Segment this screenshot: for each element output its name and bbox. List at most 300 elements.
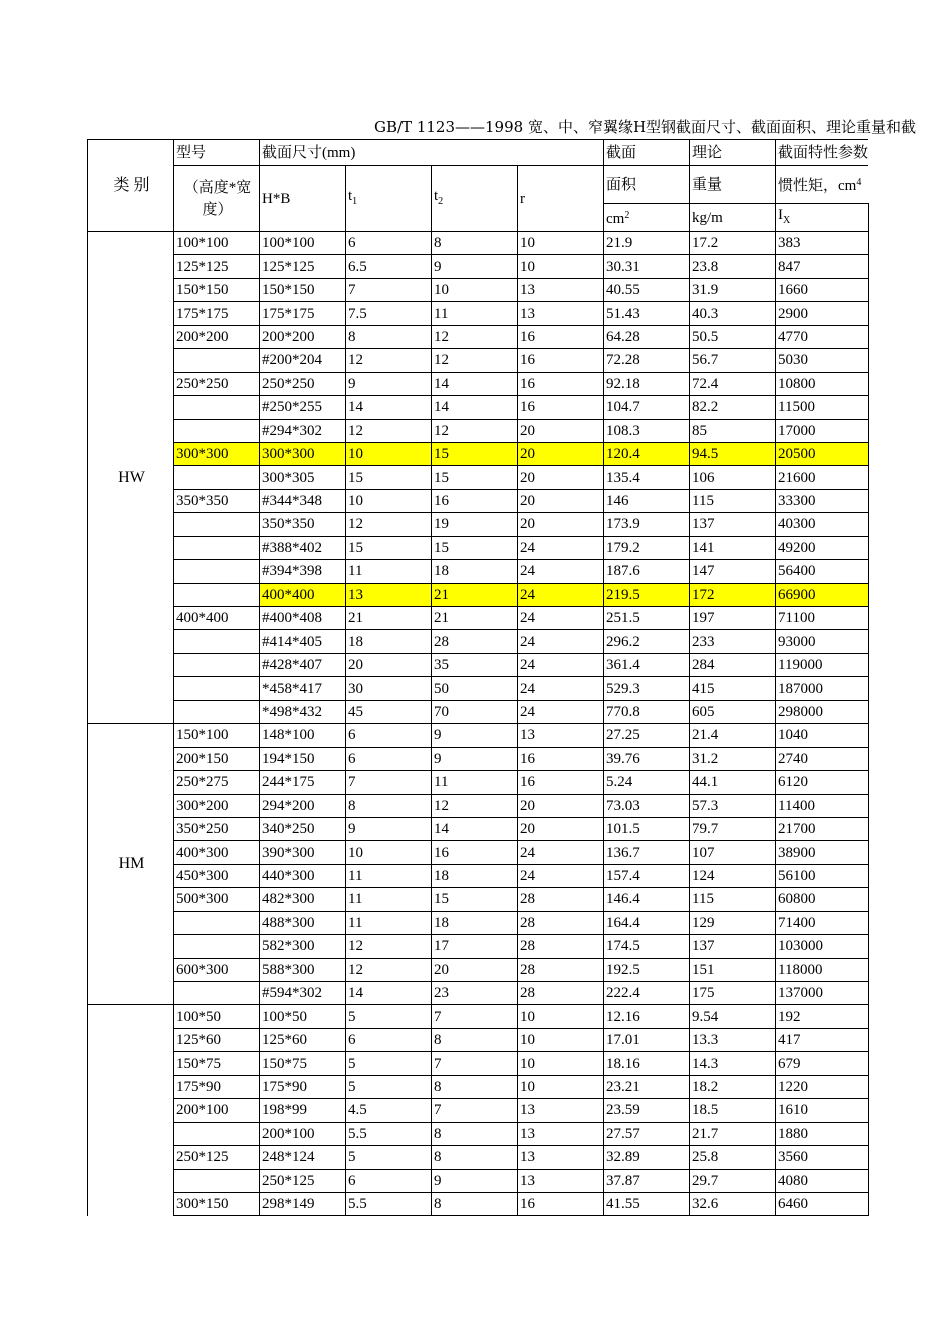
model-cell: 300*150 <box>174 1192 260 1215</box>
header-category: 类 别 <box>88 140 174 232</box>
hb-cell: #200*204 <box>260 349 346 372</box>
t1-cell: 15 <box>346 536 432 559</box>
hb-cell: 298*149 <box>260 1192 346 1215</box>
area-cell: 73.03 <box>604 794 690 817</box>
table-row <box>88 817 869 840</box>
hb-cell: 198*99 <box>260 1099 346 1122</box>
r-cell: 16 <box>518 771 604 794</box>
t2-cell: 8 <box>432 232 518 255</box>
weight-cell: 147 <box>690 560 776 583</box>
hb-cell: 150*150 <box>260 278 346 301</box>
ix-cell: 56100 <box>776 864 869 887</box>
ix-cell: 679 <box>776 1052 869 1075</box>
table-row <box>88 442 869 465</box>
area-cell: 72.28 <box>604 349 690 372</box>
h-beam-table <box>87 139 869 1216</box>
header-prop-1: 截面特性参数 <box>776 140 869 166</box>
t2-cell: 14 <box>432 817 518 840</box>
r-cell: 10 <box>518 1028 604 1051</box>
r-cell: 20 <box>518 513 604 536</box>
ix-cell: 192 <box>776 1005 869 1028</box>
t1-cell: 13 <box>346 583 432 606</box>
table-row <box>88 1122 869 1145</box>
r-cell: 16 <box>518 372 604 395</box>
weight-cell: 31.2 <box>690 747 776 770</box>
category-cell <box>88 1005 174 1216</box>
t2-cell: 11 <box>432 302 518 325</box>
t2-cell: 12 <box>432 419 518 442</box>
model-cell <box>174 513 260 536</box>
model-cell: 100*50 <box>174 1005 260 1028</box>
t1-cell: 5.5 <box>346 1192 432 1215</box>
table-row <box>88 489 869 512</box>
table-row <box>88 1028 869 1051</box>
table-row <box>88 630 869 653</box>
ix-cell: 40300 <box>776 513 869 536</box>
table-row <box>88 677 869 700</box>
r-cell: 10 <box>518 1075 604 1098</box>
weight-cell: 137 <box>690 935 776 958</box>
t2-cell: 18 <box>432 864 518 887</box>
table-row <box>88 536 869 559</box>
ix-cell: 137000 <box>776 982 869 1005</box>
area-cell: 41.55 <box>604 1192 690 1215</box>
table-row <box>88 771 869 794</box>
table-row <box>88 278 869 301</box>
area-cell: 219.5 <box>604 583 690 606</box>
t1-cell: 5 <box>346 1005 432 1028</box>
t2-cell: 9 <box>432 1169 518 1192</box>
header-prop-2 <box>776 166 869 204</box>
t1-cell: 14 <box>346 982 432 1005</box>
weight-cell: 233 <box>690 630 776 653</box>
weight-cell: 115 <box>690 888 776 911</box>
t1-cell: 12 <box>346 419 432 442</box>
t2-cell: 19 <box>432 513 518 536</box>
model-cell: 250*275 <box>174 771 260 794</box>
table-row <box>88 1192 869 1215</box>
table-row <box>88 1075 869 1098</box>
weight-cell: 9.54 <box>690 1005 776 1028</box>
header-prop-2-sup: 4 <box>856 177 862 188</box>
weight-cell: 29.7 <box>690 1169 776 1192</box>
r-cell: 28 <box>518 982 604 1005</box>
t2-cell: 9 <box>432 255 518 278</box>
ix-cell: 11400 <box>776 794 869 817</box>
header-area-unit-text: cm <box>606 211 625 227</box>
hb-cell: #594*302 <box>260 982 346 1005</box>
t2-cell: 7 <box>432 1005 518 1028</box>
ix-cell: 2740 <box>776 747 869 770</box>
header-ix <box>776 204 869 232</box>
hb-cell: 488*300 <box>260 911 346 934</box>
area-cell: 222.4 <box>604 982 690 1005</box>
table-body <box>88 232 869 1216</box>
ix-cell: 298000 <box>776 700 869 723</box>
area-cell: 27.25 <box>604 724 690 747</box>
header-t1 <box>346 166 432 232</box>
table-row <box>88 958 869 981</box>
area-cell: 529.3 <box>604 677 690 700</box>
hb-cell: *498*432 <box>260 700 346 723</box>
model-cell <box>174 396 260 419</box>
t2-cell: 12 <box>432 349 518 372</box>
area-cell: 164.4 <box>604 911 690 934</box>
ix-cell: 1040 <box>776 724 869 747</box>
table-row <box>88 841 869 864</box>
area-cell: 135.4 <box>604 466 690 489</box>
t2-cell: 23 <box>432 982 518 1005</box>
table-row <box>88 700 869 723</box>
table-row <box>88 560 869 583</box>
model-cell <box>174 349 260 372</box>
t2-cell: 14 <box>432 396 518 419</box>
weight-cell: 124 <box>690 864 776 887</box>
weight-cell: 23.8 <box>690 255 776 278</box>
area-cell: 5.24 <box>604 771 690 794</box>
r-cell: 24 <box>518 536 604 559</box>
weight-cell: 25.8 <box>690 1146 776 1169</box>
t2-cell: 7 <box>432 1052 518 1075</box>
ix-cell: 20500 <box>776 442 869 465</box>
table-row <box>88 1005 869 1028</box>
ix-cell: 33300 <box>776 489 869 512</box>
t1-cell: 5 <box>346 1146 432 1169</box>
t1-cell: 15 <box>346 466 432 489</box>
t2-cell: 8 <box>432 1192 518 1215</box>
ix-cell: 847 <box>776 255 869 278</box>
t1-cell: 5 <box>346 1075 432 1098</box>
area-cell: 770.8 <box>604 700 690 723</box>
t1-cell: 4.5 <box>346 1099 432 1122</box>
t2-cell: 17 <box>432 935 518 958</box>
header-section-size: 截面尺寸(mm) <box>260 140 604 166</box>
t1-cell: 6.5 <box>346 255 432 278</box>
hb-cell: #250*255 <box>260 396 346 419</box>
header-area-1: 截面 <box>604 140 690 166</box>
weight-cell: 72.4 <box>690 372 776 395</box>
model-cell: 350*350 <box>174 489 260 512</box>
model-cell: 200*100 <box>174 1099 260 1122</box>
hb-cell: 200*100 <box>260 1122 346 1145</box>
weight-cell: 94.5 <box>690 442 776 465</box>
t2-cell: 9 <box>432 747 518 770</box>
weight-cell: 56.7 <box>690 349 776 372</box>
area-cell: 104.7 <box>604 396 690 419</box>
ix-cell: 71100 <box>776 607 869 630</box>
t2-cell: 21 <box>432 583 518 606</box>
hb-cell: 125*60 <box>260 1028 346 1051</box>
area-cell: 92.18 <box>604 372 690 395</box>
hb-cell: 250*125 <box>260 1169 346 1192</box>
r-cell: 24 <box>518 677 604 700</box>
table-row <box>88 864 869 887</box>
t2-cell: 50 <box>432 677 518 700</box>
weight-cell: 284 <box>690 653 776 676</box>
t2-cell: 15 <box>432 536 518 559</box>
t1-cell: 8 <box>346 794 432 817</box>
ix-cell: 56400 <box>776 560 869 583</box>
table-row <box>88 794 869 817</box>
model-cell <box>174 466 260 489</box>
model-cell <box>174 700 260 723</box>
hb-cell: 200*200 <box>260 325 346 348</box>
hb-cell: 175*90 <box>260 1075 346 1098</box>
t1-cell: 7.5 <box>346 302 432 325</box>
header-model-sub: （高度*宽度） <box>174 166 260 232</box>
header-area-unit <box>604 204 690 232</box>
header-r: r <box>518 166 604 232</box>
hb-cell: 588*300 <box>260 958 346 981</box>
table-row <box>88 747 869 770</box>
t2-cell: 7 <box>432 1099 518 1122</box>
category-cell: HM <box>88 724 174 1005</box>
r-cell: 24 <box>518 841 604 864</box>
r-cell: 13 <box>518 1122 604 1145</box>
model-cell: 175*175 <box>174 302 260 325</box>
weight-cell: 197 <box>690 607 776 630</box>
area-cell: 251.5 <box>604 607 690 630</box>
table-row <box>88 396 869 419</box>
t2-cell: 8 <box>432 1028 518 1051</box>
model-cell: 400*300 <box>174 841 260 864</box>
t2-cell: 35 <box>432 653 518 676</box>
table-row <box>88 232 869 255</box>
r-cell: 16 <box>518 1192 604 1215</box>
model-cell: 250*250 <box>174 372 260 395</box>
r-cell: 16 <box>518 747 604 770</box>
t2-cell: 15 <box>432 888 518 911</box>
hb-cell: 100*100 <box>260 232 346 255</box>
model-cell <box>174 583 260 606</box>
hb-cell: #388*402 <box>260 536 346 559</box>
hb-cell: #344*348 <box>260 489 346 512</box>
hb-cell: 300*305 <box>260 466 346 489</box>
table-header <box>88 140 869 232</box>
t1-cell: 7 <box>346 771 432 794</box>
model-cell <box>174 630 260 653</box>
t1-cell: 9 <box>346 372 432 395</box>
ix-cell: 103000 <box>776 935 869 958</box>
model-cell <box>174 1169 260 1192</box>
model-cell: 500*300 <box>174 888 260 911</box>
model-cell: 150*75 <box>174 1052 260 1075</box>
t1-cell: 6 <box>346 724 432 747</box>
t2-cell: 8 <box>432 1146 518 1169</box>
r-cell: 28 <box>518 935 604 958</box>
r-cell: 28 <box>518 888 604 911</box>
model-cell: 350*250 <box>174 817 260 840</box>
weight-cell: 40.3 <box>690 302 776 325</box>
table-row <box>88 583 869 606</box>
ix-cell: 21600 <box>776 466 869 489</box>
model-cell <box>174 982 260 1005</box>
model-cell: 175*90 <box>174 1075 260 1098</box>
table-row <box>88 607 869 630</box>
model-cell <box>174 653 260 676</box>
model-cell <box>174 677 260 700</box>
weight-cell: 605 <box>690 700 776 723</box>
area-cell: 40.55 <box>604 278 690 301</box>
hb-cell: 100*50 <box>260 1005 346 1028</box>
area-cell: 101.5 <box>604 817 690 840</box>
table-row <box>88 372 869 395</box>
model-cell: 150*150 <box>174 278 260 301</box>
t2-cell: 16 <box>432 489 518 512</box>
r-cell: 13 <box>518 1169 604 1192</box>
r-cell: 13 <box>518 724 604 747</box>
t2-cell: 14 <box>432 372 518 395</box>
t2-cell: 21 <box>432 607 518 630</box>
area-cell: 173.9 <box>604 513 690 536</box>
weight-cell: 129 <box>690 911 776 934</box>
r-cell: 28 <box>518 958 604 981</box>
t1-cell: 12 <box>346 513 432 536</box>
t2-cell: 11 <box>432 771 518 794</box>
t2-cell: 15 <box>432 466 518 489</box>
t2-cell: 15 <box>432 442 518 465</box>
ix-cell: 38900 <box>776 841 869 864</box>
area-cell: 27.57 <box>604 1122 690 1145</box>
t1-cell: 10 <box>346 489 432 512</box>
hb-cell: 440*300 <box>260 864 346 887</box>
table-row <box>88 653 869 676</box>
r-cell: 24 <box>518 864 604 887</box>
r-cell: 13 <box>518 1146 604 1169</box>
ix-cell: 21700 <box>776 817 869 840</box>
r-cell: 16 <box>518 325 604 348</box>
r-cell: 24 <box>518 630 604 653</box>
model-cell: 125*60 <box>174 1028 260 1051</box>
t1-cell: 8 <box>346 325 432 348</box>
r-cell: 16 <box>518 396 604 419</box>
hb-cell: 482*300 <box>260 888 346 911</box>
ix-cell: 66900 <box>776 583 869 606</box>
t1-cell: 11 <box>346 911 432 934</box>
ix-cell: 6460 <box>776 1192 869 1215</box>
document-title: GB/T 1123——1998 宽、中、窄翼缘H型钢截面尺寸、截面面积、理论重量和截 <box>374 118 917 136</box>
table-row <box>88 935 869 958</box>
r-cell: 24 <box>518 653 604 676</box>
r-cell: 10 <box>518 232 604 255</box>
weight-cell: 137 <box>690 513 776 536</box>
weight-cell: 172 <box>690 583 776 606</box>
header-t2-letter: t <box>434 187 439 204</box>
area-cell: 179.2 <box>604 536 690 559</box>
weight-cell: 141 <box>690 536 776 559</box>
table-row <box>88 466 869 489</box>
table-row <box>88 419 869 442</box>
t1-cell: 5 <box>346 1052 432 1075</box>
t1-cell: 11 <box>346 888 432 911</box>
model-cell: 400*400 <box>174 607 260 630</box>
weight-cell: 32.6 <box>690 1192 776 1215</box>
area-cell: 187.6 <box>604 560 690 583</box>
table-row <box>88 888 869 911</box>
table-row <box>88 911 869 934</box>
header-area-unit-sup: 2 <box>624 210 630 221</box>
area-cell: 174.5 <box>604 935 690 958</box>
ix-cell: 383 <box>776 232 869 255</box>
weight-cell: 415 <box>690 677 776 700</box>
header-ix-sub: X <box>783 214 791 226</box>
area-cell: 30.31 <box>604 255 690 278</box>
t2-cell: 9 <box>432 724 518 747</box>
area-cell: 23.59 <box>604 1099 690 1122</box>
weight-cell: 21.7 <box>690 1122 776 1145</box>
model-cell: 150*100 <box>174 724 260 747</box>
ix-cell: 17000 <box>776 419 869 442</box>
t1-cell: 10 <box>346 841 432 864</box>
hb-cell: 300*300 <box>260 442 346 465</box>
t1-cell: 12 <box>346 935 432 958</box>
r-cell: 13 <box>518 1099 604 1122</box>
table-row <box>88 982 869 1005</box>
weight-cell: 31.9 <box>690 278 776 301</box>
r-cell: 20 <box>518 489 604 512</box>
header-ix-letter: I <box>778 206 783 223</box>
hb-cell: #294*302 <box>260 419 346 442</box>
area-cell: 12.16 <box>604 1005 690 1028</box>
ix-cell: 1660 <box>776 278 869 301</box>
area-cell: 146.4 <box>604 888 690 911</box>
area-cell: 51.43 <box>604 302 690 325</box>
t1-cell: 21 <box>346 607 432 630</box>
ix-cell: 4080 <box>776 1169 869 1192</box>
weight-cell: 14.3 <box>690 1052 776 1075</box>
t1-cell: 7 <box>346 278 432 301</box>
t2-cell: 18 <box>432 560 518 583</box>
ix-cell: 71400 <box>776 911 869 934</box>
header-weight-1: 理论 <box>690 140 776 166</box>
hb-cell: 294*200 <box>260 794 346 817</box>
header-hb: H*B <box>260 166 346 232</box>
area-cell: 64.28 <box>604 325 690 348</box>
r-cell: 24 <box>518 607 604 630</box>
ix-cell: 60800 <box>776 888 869 911</box>
r-cell: 24 <box>518 583 604 606</box>
t2-cell: 12 <box>432 794 518 817</box>
weight-cell: 50.5 <box>690 325 776 348</box>
hb-cell: 390*300 <box>260 841 346 864</box>
area-cell: 192.5 <box>604 958 690 981</box>
model-cell: 200*200 <box>174 325 260 348</box>
table-row <box>88 325 869 348</box>
area-cell: 23.21 <box>604 1075 690 1098</box>
weight-cell: 21.4 <box>690 724 776 747</box>
area-cell: 18.16 <box>604 1052 690 1075</box>
weight-cell: 13.3 <box>690 1028 776 1051</box>
table-row <box>88 302 869 325</box>
weight-cell: 115 <box>690 489 776 512</box>
t2-cell: 20 <box>432 958 518 981</box>
ix-cell: 5030 <box>776 349 869 372</box>
table-row <box>88 513 869 536</box>
weight-cell: 82.2 <box>690 396 776 419</box>
weight-cell: 44.1 <box>690 771 776 794</box>
model-cell <box>174 1122 260 1145</box>
weight-cell: 79.7 <box>690 817 776 840</box>
weight-cell: 18.2 <box>690 1075 776 1098</box>
model-cell <box>174 536 260 559</box>
ix-cell: 3560 <box>776 1146 869 1169</box>
hb-cell: 148*100 <box>260 724 346 747</box>
area-cell: 136.7 <box>604 841 690 864</box>
table-row <box>88 724 869 747</box>
hb-cell: 125*125 <box>260 255 346 278</box>
area-cell: 108.3 <box>604 419 690 442</box>
header-t1-sub: 1 <box>352 195 358 207</box>
